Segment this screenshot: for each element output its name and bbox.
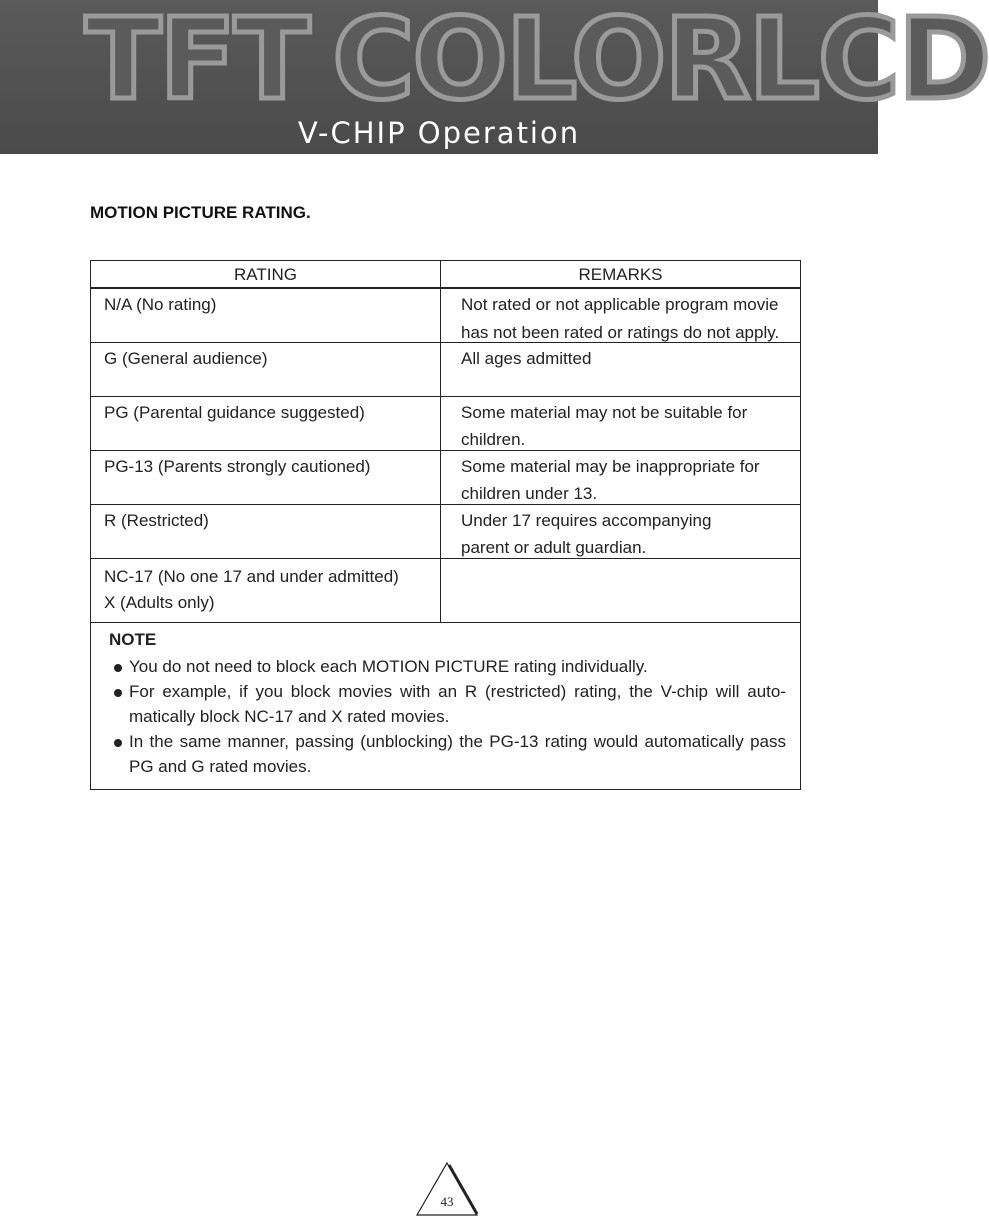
page-number: 43 (440, 1194, 454, 1209)
rating-cell: PG-13 (Parents strongly cautioned) (91, 451, 441, 504)
note-item: In the same manner, passing (unblocking) the PG-13 rating would automatically pass PG and G rated movies. (109, 729, 786, 779)
note-box (91, 623, 800, 790)
remarks-cell: Under 17 requires accompanying parent or adult guardian. (461, 511, 712, 557)
page-subtitle: V-CHIP Operation (297, 116, 581, 150)
remarks-cell: Some material may be inappropriate for children under 13. (461, 457, 760, 503)
rating-column-header: RATING (91, 261, 441, 287)
remarks-cell: Some material may not be suitable for children. (461, 403, 748, 449)
note-label: NOTE (109, 630, 157, 649)
remarks-cell: Not rated or not applicable program movie has not been rated or ratings do not apply. (461, 295, 780, 342)
rating-table (90, 260, 801, 790)
rating-cell: R (Restricted) (91, 505, 441, 558)
remarks-cell: All ages admitted (461, 349, 592, 368)
remarks-cell (441, 559, 800, 622)
note-item: For example, if you block movies with an R (restricted) rating, the V-chip will auto-matically block NC-17 and X rated movies. (109, 679, 786, 729)
table-row (91, 397, 800, 451)
page-header (0, 0, 989, 154)
rating-cell: NC-17 (No one 17 and under admitted) X (Adults only) (91, 559, 441, 622)
table-row (91, 451, 800, 505)
table-row (91, 343, 800, 397)
rating-cell: N/A (No rating) (91, 289, 441, 342)
rating-cell: PG (Parental guidance suggested) (91, 397, 441, 450)
note-list (109, 654, 786, 779)
remarks-column-header: REMARKS (578, 265, 663, 284)
section-title: MOTION PICTURE RATING. (90, 203, 311, 222)
table-row (91, 289, 800, 343)
table-row (91, 559, 800, 623)
page-number-badge (416, 1162, 478, 1216)
rating-cell: G (General audience) (91, 343, 441, 396)
table-header-row (91, 261, 800, 289)
tft-color-lcd-logo: TFT COLORLCD (85, 0, 989, 125)
table-row (91, 505, 800, 559)
note-item: You do not need to block each MOTION PICTURE rating individually. (109, 654, 786, 679)
